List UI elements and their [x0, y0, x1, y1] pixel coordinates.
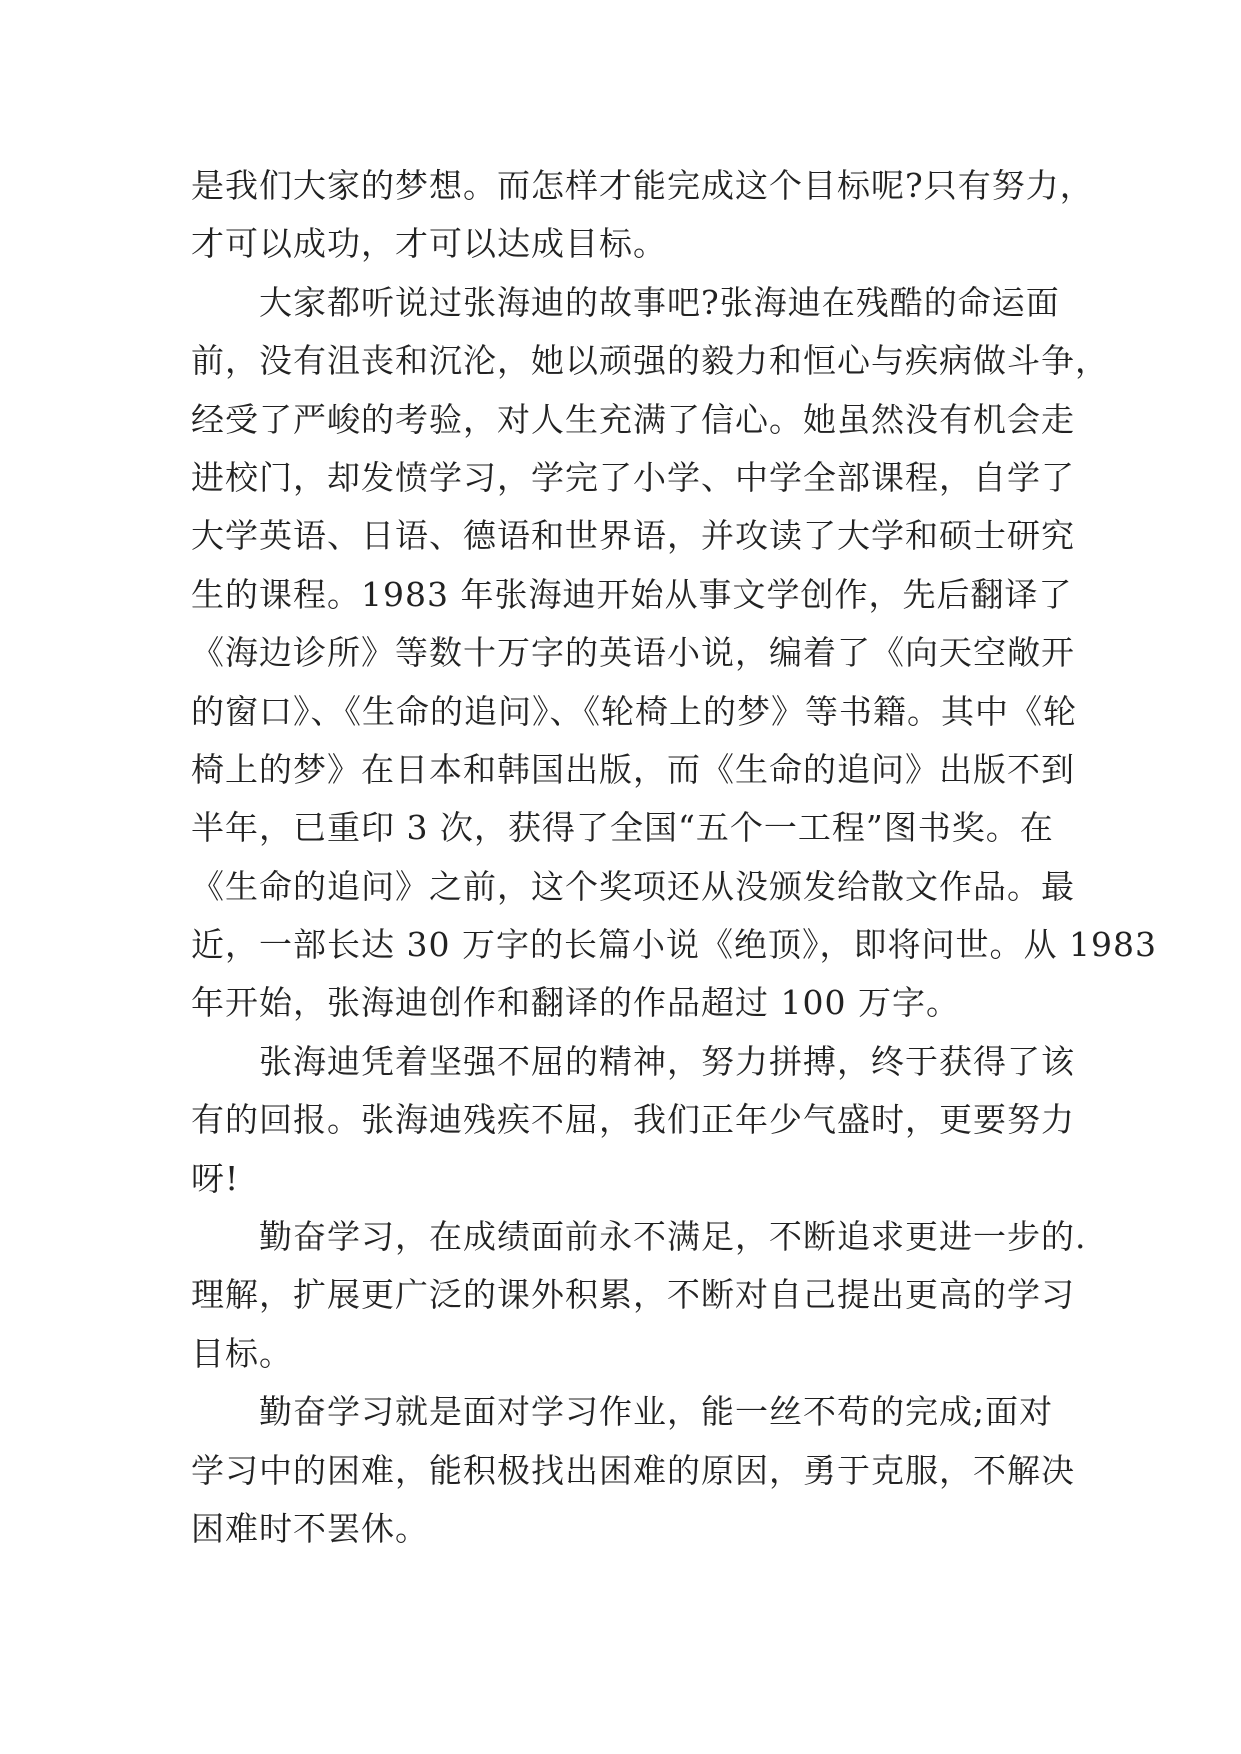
text-line: 《生命的追问》之前，这个奖项还从没颁发给散文作品。最: [191, 866, 1075, 906]
text-line: 勤奋学习就是面对学习作业，能一丝不苟的完成;面对: [259, 1392, 1054, 1432]
text-line: 张海迪凭着坚强不屈的精神，努力拼搏，终于获得了该: [259, 1041, 1075, 1081]
text-line: 生的课程。1983 年张海迪开始从事文学创作，先后翻译了: [191, 574, 1073, 614]
text-line: 呀!: [191, 1158, 240, 1198]
text-line: 才可以成功，才可以达成目标。: [191, 224, 667, 264]
text-line: 有的回报。张海迪残疾不屈，我们正年少气盛时，更要努力: [191, 1100, 1075, 1140]
text-line: 的窗口》、《生命的追问》、《轮椅上的梦》等书籍。其中《轮: [191, 691, 1077, 731]
text-line: 进校门，却发愤学习，学完了小学、中学全部课程，自学了: [191, 457, 1075, 497]
text-line: 《海边诊所》等数十万字的英语小说，编着了《向天空敞开: [191, 633, 1075, 673]
text-line: 是我们大家的梦想。而怎样才能完成这个目标呢?只有努力，: [191, 166, 1094, 205]
text-line: 年开始，张海迪创作和翻译的作品超过 100 万字。: [191, 983, 960, 1023]
text-line: 大家都听说过张海迪的故事吧?张海迪在残酷的命运面: [259, 282, 1060, 322]
text-line: 半年，已重印 3 次，获得了全国“五个一工程”图书奖。在: [191, 808, 1054, 848]
text-line: 椅上的梦》在日本和韩国出版，而《生命的追问》出版不到: [191, 749, 1075, 789]
text-line: 困难时不罢休。: [191, 1508, 429, 1548]
document-body: [191, 157, 1157, 1558]
text-line: 勤奋学习，在成绩面前永不满足，不断追求更进一步的.: [259, 1217, 1087, 1257]
text-line: 目标。: [191, 1333, 293, 1373]
text-line: 大学英语、日语、德语和世界语，并攻读了大学和硕士研究: [191, 516, 1075, 556]
text-line: 理解，扩展更广泛的课外积累，不断对自己提出更高的学习: [191, 1275, 1075, 1315]
text-line: 前，没有沮丧和沉沦，她以顽强的毅力和恒心与疾病做斗争，: [191, 341, 1109, 381]
text-line: 学习中的困难，能积极找出困难的原因，勇于克服，不解决: [191, 1450, 1075, 1490]
text-line: 经受了严峻的考验，对人生充满了信心。她虽然没有机会走: [191, 399, 1075, 439]
text-line: 近，一部长达 30 万字的长篇小说《绝顶》，即将问世。从 1983: [191, 925, 1157, 965]
